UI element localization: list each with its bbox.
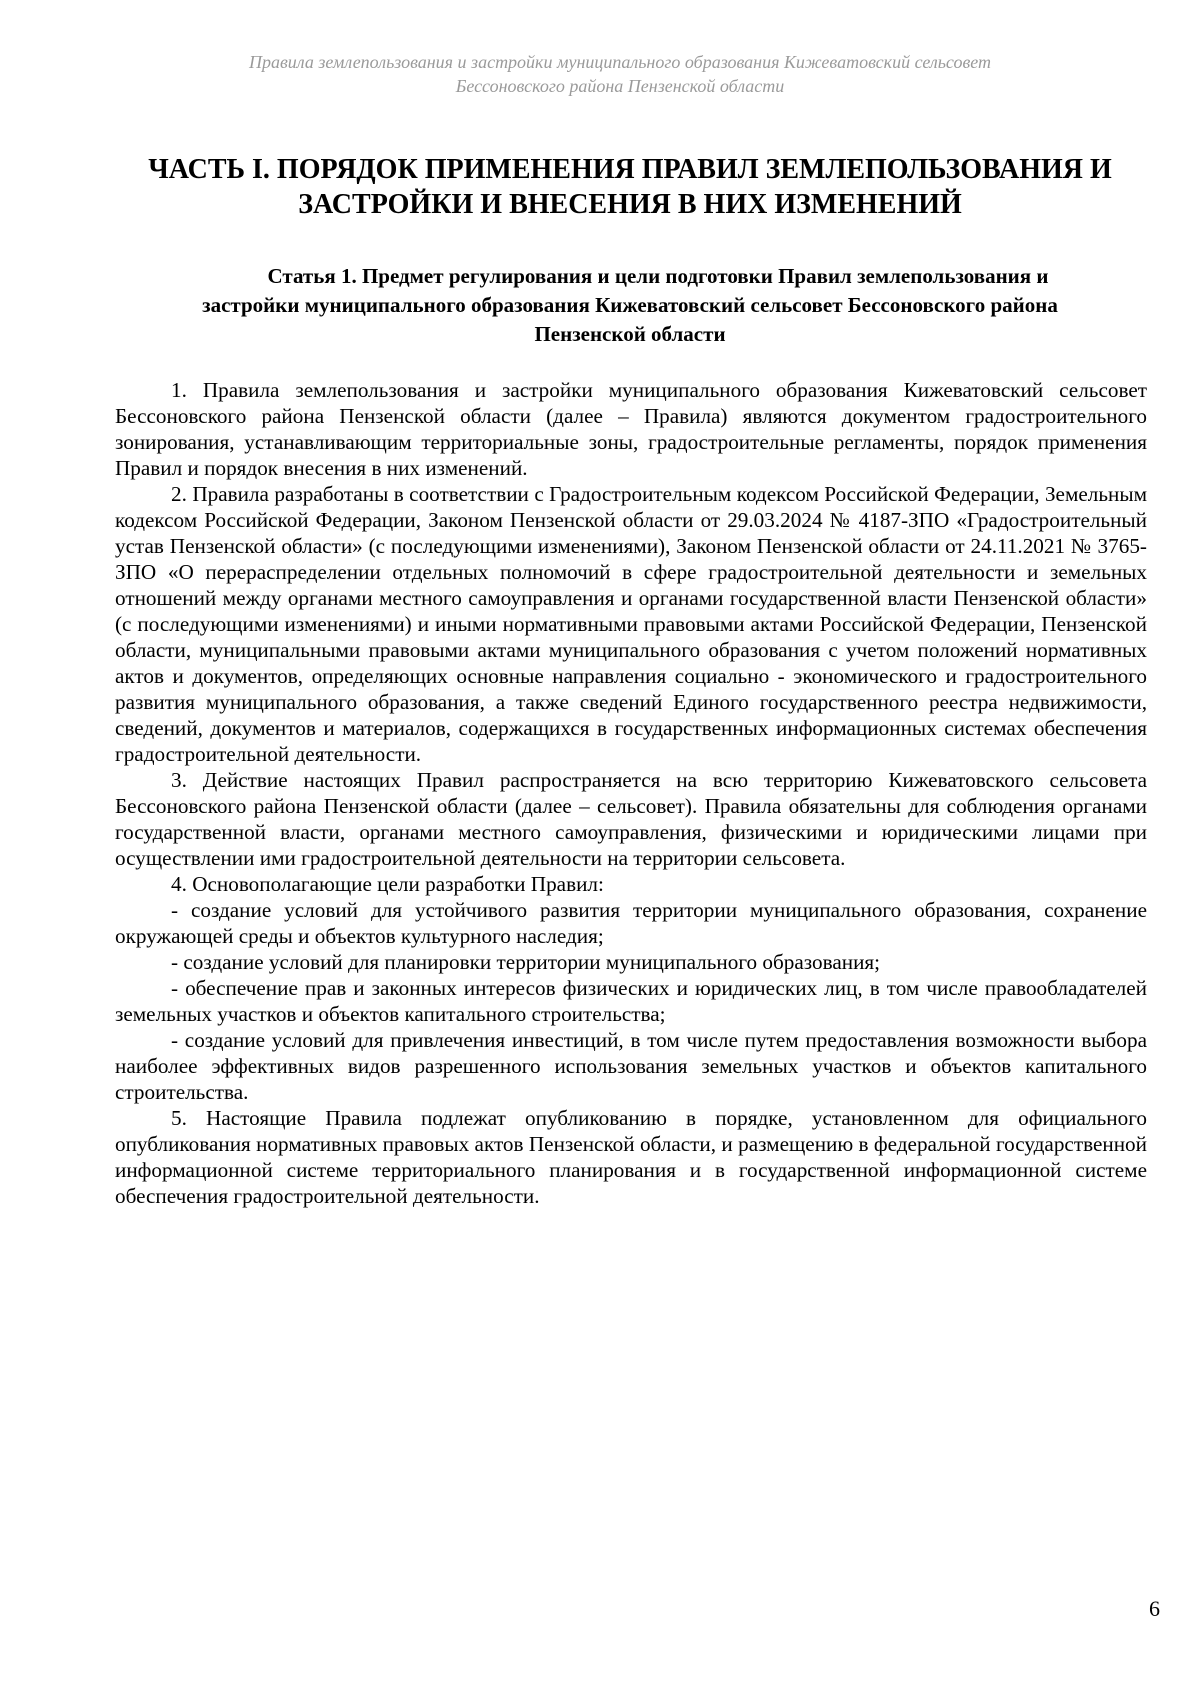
paragraph-1: 1. Правила землепользования и застройки муниципального образования Кижеватовский сельсовет Бессоновского района Пензенской области (далее – Правила) являются документом градостроительного зонирования, устанавливающим территориальные зоны, градостроительные регламенты, порядок применения Правил и порядок внесения в них изменений. [115,378,1147,480]
running-header-line-2: Бессоновского района Пензенской области [455,76,785,96]
paragraph-2: 2. Правила разработаны в соответствии с Градостроительным кодексом Российской Федерации, Земельным кодексом Российской Федерации, Законом Пензенской области от 29.03.2024 № 4187-ЗПО «Градостроительный устав Пензенской области» (с последующими изменениями), Законом Пензенской области от 24.11.2021 № 3765-ЗПО «О перераспределении отдельных полномочий в сфере градостроительной деятельности и земельных отношений между органами местного самоуправления и органами государственной власти Пензенской области» (с последующими изменениями) и иными нормативными правовыми актами Российской Федерации, Пензенской области, муниципальными правовыми актами муниципального образования с учетом положений нормативных актов и документов, определяющих основные направления социально - экономического и градостроительного развития муниципального образования, а также сведений Единого государственного реестра недвижимости, сведений, документов и материалов, содержащихся в государственных информационных системах обеспечения градостроительной деятельности. [115,482,1147,766]
article-title-line-3: Пензенской области [534,322,726,346]
paragraph-5: 5. Настоящие Правила подлежат опубликованию в порядке, установленном для официального опубликования нормативных правовых актов Пензенской области, и размещению в федеральной государственной информационной системе территориального планирования и в государственной информационной системе обеспечения градостроительной деятельности. [115,1106,1147,1208]
article-title-line-1 [115,262,1145,291]
running-header [120,50,1120,98]
running-header-line-1: Правила землепользования и застройки муниципального образования Кижеватовский сельсовет [248,52,992,72]
article-title-line-1-text: Статья 1. Предмет регулирования и цели подготовки Правил землепользования и [267,264,1049,288]
list-item-goal-3: - обеспечение прав и законных интересов физических и юридических лиц, в том числе правообладателей земельных участков и объектов капитального строительства; [115,976,1147,1026]
list-item-goal-1: - создание условий для устойчивого развития территории муниципального образования, сохранение окружающей среды и объектов культурного наследия; [115,898,1147,948]
page-number: 6 [1149,1596,1160,1621]
part-title-line-2: ЗАСТРОЙКИ И ВНЕСЕНИЯ В НИХ ИЗМЕНЕНИЙ [298,189,962,220]
part-title [130,152,1130,222]
paragraph-4: 4. Основополагающие цели разработки Правил: [171,872,604,896]
list-item-goal-4: - создание условий для привлечения инвестиций, в том числе путем предоставления возможности выбора наиболее эффективных видов разрешенного использования земельных участков и объектов капитального строительства. [115,1028,1147,1104]
paragraph-3: 3. Действие настоящих Правил распространяется на всю территорию Кижеватовского сельсовета Бессоновского района Пензенской области (далее – сельсовет). Правила обязательны для соблюдения органами государственной власти, органами местного самоуправления, физическими и юридическими лицами при осуществлении ими градостроительной деятельности на территории сельсовета. [115,768,1147,870]
list-item-goal-2: - создание условий для планировки территории муниципального образования; [171,950,881,974]
article-title [115,262,1145,349]
article-title-line-2: застройки муниципального образования Кижеватовский сельсовет Бессоновского района [202,293,1058,317]
article-body [115,377,1147,1209]
part-title-line-1: ЧАСТЬ I. ПОРЯДОК ПРИМЕНЕНИЯ ПРАВИЛ ЗЕМЛЕПОЛЬЗОВАНИЯ И [148,154,1112,185]
